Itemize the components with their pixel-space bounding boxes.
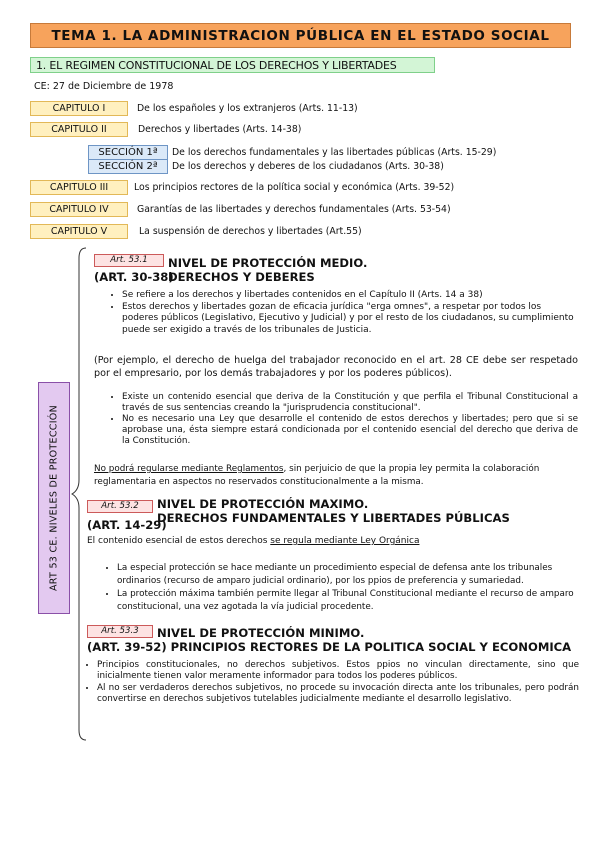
block1-heading2: DERECHOS Y DEBERES (168, 270, 315, 284)
list-item: • La protección máxima también permite llegar al Tribunal Constitucional mediante el recurso de amparo constitucional, una vez agotada la vía judicial procedente. (117, 588, 577, 614)
block1-note (94, 463, 578, 488)
list-item: • La especial protección se hace mediante un procedimiento especial de defensa ante los tribunales ordinarios (recurso de amparo judicial ordinario), por los ppios de preferencia y sumariedad. (117, 562, 577, 588)
block1-bullets (108, 290, 576, 336)
block2-heading2: DERECHOS FUNDAMENTALES Y LIBERTADES PÚBLICAS (157, 511, 510, 525)
capitulo-4-label: CAPITULO IV (30, 202, 128, 217)
capitulo-3-text: Los principios rectores de la política social y económica (Arts. 39-52) (134, 182, 455, 193)
block2-intro-underlined: se regula mediante Ley Orgánica (270, 536, 420, 546)
block1-heading-left: (ART. 30-38) (94, 270, 174, 284)
seccion-1-label: SECCIÓN 1ª (88, 145, 168, 160)
capitulo-2-label: CAPITULO II (30, 122, 128, 137)
art-53-1-badge: Art. 53.1 (94, 254, 164, 267)
niveles-proteccion-label (38, 382, 70, 614)
block3-heading1: NIVEL DE PROTECCIÓN MINIMO. (157, 626, 365, 640)
block3-heading2: (ART. 39-52) PRINCIPIOS RECTORES DE LA POLITICA SOCIAL Y ECONOMICA (87, 640, 572, 654)
block1-note-underlined: No podrá regularse mediante Reglamentos (94, 464, 284, 474)
list-item: • Existe un contenido esencial que deriva de la Constitución y que perfila el Tribunal Constitucional a través de sus sentencias creando la "jurisprudencia constitucional". (122, 392, 578, 414)
list-item: • Principios constitucionales, no derechos subjetivos. Estos ppios no vinculan directamente, sino que inicialmente tienen valor meramente informador para todos los poderes públicos. (97, 660, 579, 683)
capitulo-1-label: CAPITULO I (30, 101, 128, 116)
block2-bullets (103, 562, 577, 614)
capitulo-1-text: De los españoles y los extranjeros (Arts. 11-13) (137, 103, 358, 114)
block1-bullets2 (108, 392, 578, 447)
block2-heading1: NIVEL DE PROTECCIÓN MAXIMO. (157, 497, 369, 511)
block1-heading1: NIVEL DE PROTECCIÓN MEDIO. (168, 256, 368, 270)
section-heading: 1. EL REGIMEN CONSTITUCIONAL DE LOS DERECHOS Y LIBERTADES (30, 57, 435, 73)
block3-bullets (87, 660, 579, 705)
seccion-2-text: De los derechos y deberes de los ciudadanos (Arts. 30-38) (172, 161, 444, 172)
art-53-3-badge: Art. 53.3 (87, 625, 153, 638)
art-53-2-badge: Art. 53.2 (87, 500, 153, 513)
capitulo-3-label: CAPITULO III (30, 180, 128, 195)
seccion-2-label: SECCIÓN 2ª (88, 159, 168, 174)
block2-intro (87, 536, 567, 548)
capitulo-2-text: Derechos y libertades (Arts. 14-38) (138, 124, 302, 135)
ce-date: CE: 27 de Diciembre de 1978 (34, 81, 174, 92)
list-item: • Estos derechos y libertades gozan de eficacia jurídica "erga omnes", a respetar por todos los poderes públicos (Legislativo, Ejecutivo y Judicial) y por el resto de los ciudadanos, su cumplimiento puede ser exigido a través de los tribunales de Justicia. (122, 302, 576, 337)
niveles-proteccion-text: ART 53 CE. NIVELES DE PROTECCIÓN (48, 405, 60, 591)
page-title: TEMA 1. LA ADMINISTRACION PÚBLICA EN EL ESTADO SOCIAL (30, 23, 571, 48)
block2-intro-plain: El contenido esencial de estos derechos (87, 536, 271, 546)
list-item: • Al no ser verdaderos derechos subjetivos, no procede su invocación directa ante los tribunales, pero podrán convertirse en derechos subjetivos tutelables judicialmente mediante el desarrollo legislativo. (97, 683, 579, 706)
list-item: • No es necesario una Ley que desarrolle el contenido de estos derechos y libertades; pero que si se aprobase una, ésta siempre estará condicionada por el contenido esencial del derecho que deriva de la Constitución. (122, 414, 578, 447)
block1-example: (Por ejemplo, el derecho de huelga del trabajador reconocido en el art. 28 CE debe ser respetado por el empresario, por los demás trabajadores y por los poderes públicos). (94, 355, 578, 379)
capitulo-5-label: CAPITULO V (30, 224, 128, 239)
list-item: • Se refiere a los derechos y libertades contenidos en el Capítulo II (Arts. 14 a 38) (122, 290, 576, 302)
capitulo-4-text: Garantías de las libertades y derechos fundamentales (Arts. 53-54) (137, 204, 451, 215)
block2-heading-left: (ART. 14-29) (87, 518, 167, 532)
capitulo-5-text: La suspensión de derechos y libertades (Art.55) (139, 226, 362, 237)
seccion-1-text: De los derechos fundamentales y las libertades públicas (Arts. 15-29) (172, 147, 497, 158)
block1-note-rest: , sin perjuicio de que la propia ley permita la colaboración reglamentaria en aspectos no reservados constitucionalmente a la misma. (94, 464, 540, 487)
